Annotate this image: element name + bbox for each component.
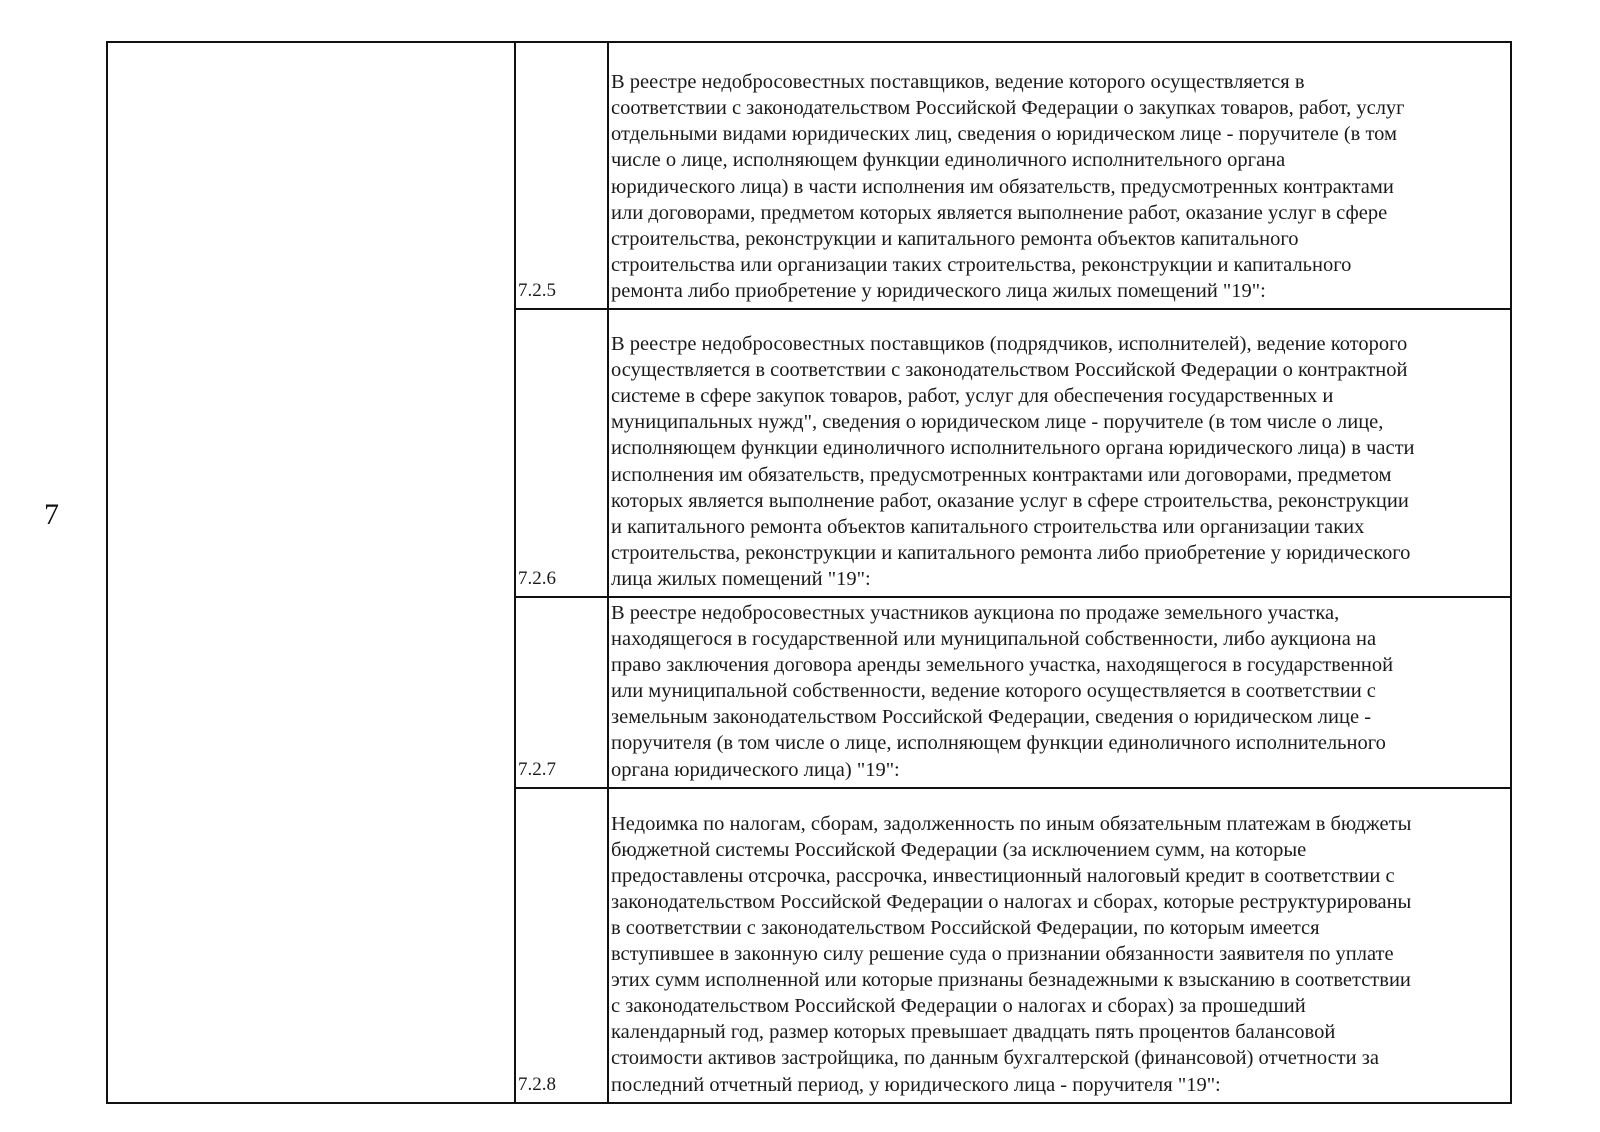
item-text-line: В реестре недобросовестных поставщиков (подрядчиков, исполнителей), ведение которого xyxy=(611,333,1408,356)
item-text xyxy=(608,788,1511,1103)
item-text-line: В реестре недобросовестных поставщиков, ведение которого осуществляется в xyxy=(611,71,1305,94)
item-text-line: поручителя (в том числе о лице, исполняющем функции единоличного исполнительного xyxy=(611,732,1386,755)
section-title-cell xyxy=(107,42,515,1103)
item-text-line: соответствии с законодательством Российской Федерации о закупках товаров, работ, услуг xyxy=(611,97,1405,120)
item-text-line: юридического лица) в части исполнения им обязательств, предусмотренных контрактами xyxy=(611,175,1394,198)
requirements-table xyxy=(106,41,1512,1104)
item-text-line: муниципальных нужд", сведения о юридическом лице - поручителе (в том числе о лице, xyxy=(611,411,1384,434)
item-text-line: находящегося в государственной или муниципальной собственности, либо аукциона на xyxy=(611,628,1377,651)
item-text-line: исполняющем функции единоличного исполнительного органа юридического лица) в части xyxy=(611,437,1415,460)
item-text-line: стоимости активов застройщика, по данным бухгалтерской (финансовой) отчетности за xyxy=(611,1047,1379,1070)
section-number: 7 xyxy=(44,498,59,531)
item-text-line: или договорами, предметом которых является выполнение работ, оказание услуг в сфере xyxy=(611,201,1388,224)
table-row xyxy=(107,42,1511,309)
item-text-line: отдельными видами юридических лиц, сведения о юридическом лице - поручителе (в том xyxy=(611,123,1397,146)
item-text-line: в соответствии с законодательством Российской Федерации, по которым имеется xyxy=(611,917,1320,939)
item-code: 7.2.6 xyxy=(515,309,608,597)
item-text-line: В реестре недобросовестных участников аукциона по продаже земельного участка, xyxy=(611,602,1340,624)
item-text xyxy=(608,42,1511,309)
item-text-line: строительства, реконструкции и капитального ремонта объектов капитального xyxy=(611,227,1299,250)
item-text-line: законодательством Российской Федерации о налогах и сборах, которые реструктурированы xyxy=(611,890,1412,913)
item-text xyxy=(608,309,1511,597)
item-text-line: последний отчетный период, у юридического лица - поручителя "19": xyxy=(611,1073,1221,1096)
item-text-line: право заключения договора аренды земельного участка, находящегося в государственной xyxy=(611,654,1394,677)
item-text-line: с законодательством Российской Федерации о налогах и сборах) за прошедший xyxy=(611,995,1306,1018)
item-text-line: Недоимка по налогам, сборам, задолженность по иным обязательным платежам в бюджеты xyxy=(611,812,1412,835)
item-text-line: которых является выполнение работ, оказание услуг в сфере строительства, реконструкции xyxy=(611,489,1409,512)
item-text-line: числе о лице, исполняющем функции единоличного исполнительного органа xyxy=(611,149,1286,172)
item-text xyxy=(608,597,1511,788)
item-text-line: системе в сфере закупок товаров, работ, услуг для обеспечения государственных и xyxy=(611,385,1334,408)
item-text-line: земельным законодательством Российской Федерации, сведения о юридическом лице - xyxy=(611,706,1372,729)
item-text-line: строительства или организации таких строительства, реконструкции и капитального xyxy=(611,253,1352,276)
item-code: 7.2.8 xyxy=(515,788,608,1103)
item-text-line: и капитального ремонта объектов капитального строительства или организации таких xyxy=(611,515,1365,538)
item-text-line: осуществляется в соответствии с законодательством Российской Федерации о контрактной xyxy=(611,359,1408,382)
item-text-line: исполнения им обязательств, предусмотренных контрактами или договорами, предметом xyxy=(611,463,1392,486)
item-code: 7.2.7 xyxy=(515,597,608,788)
item-text-line: или муниципальной собственности, ведение которого осуществляется в соответствии с xyxy=(611,680,1376,703)
item-text-line: лица жилых помещений "19": xyxy=(611,567,871,590)
item-text-line: бюджетной системы Российской Федерации (за исключением сумм, на которые xyxy=(611,838,1307,861)
item-text-line: предоставлены отсрочка, рассрочка, инвестиционный налоговый кредит в соответствии с xyxy=(611,864,1395,887)
item-text-line: вступившее в законную силу решение суда о признании обязанности заявителя по уплате xyxy=(611,943,1394,966)
item-text-line: этих сумм исполненной или которые признаны безнадежными к взысканию в соответствии xyxy=(611,969,1411,992)
item-text-line: календарный год, размер которых превышает двадцать пять процентов балансовой xyxy=(611,1021,1336,1044)
item-code: 7.2.5 xyxy=(515,42,608,309)
item-text-line: ремонта либо приобретение у юридического лица жилых помещений "19": xyxy=(611,279,1266,302)
item-text-line: органа юридического лица) "19": xyxy=(611,758,900,781)
item-text-line: строительства, реконструкции и капитального ремонта либо приобретение у юридического xyxy=(611,541,1411,564)
